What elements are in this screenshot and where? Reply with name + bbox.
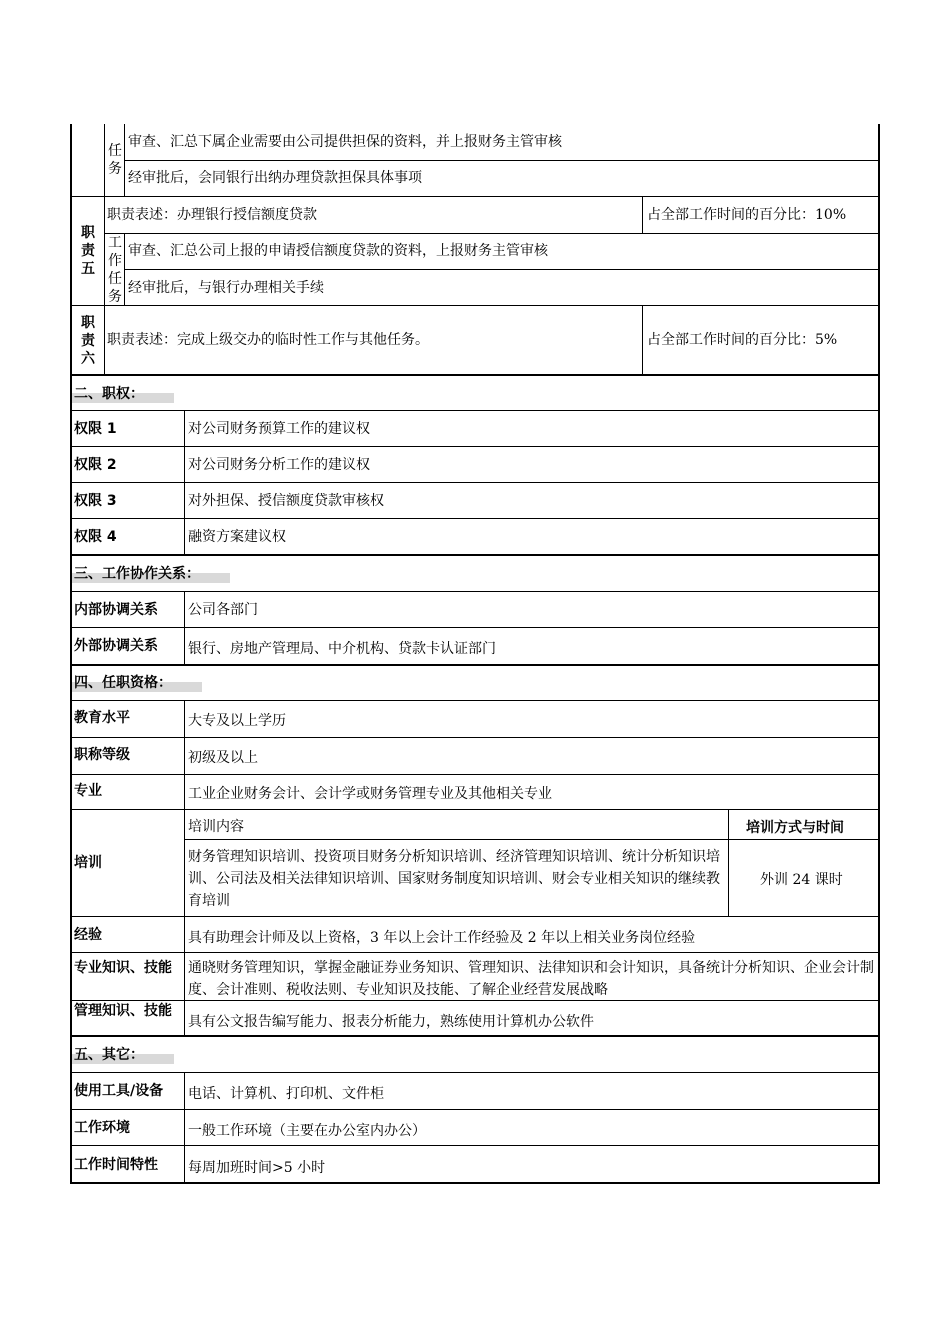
authority-label-1: 权限 1: [74, 421, 117, 437]
section-other-title: 五、其它：: [72, 1046, 174, 1064]
authority-value-4: 融资方案建议权: [188, 529, 286, 545]
professional-title-value: 初级及以上: [188, 750, 258, 766]
professional-skill-label: 专业知识、技能: [74, 960, 172, 976]
tools-value: 电话、计算机、打印机、文件柜: [188, 1086, 384, 1102]
duty6-description: 职责表述：完成上级交办的临时性工作与其他任务。: [107, 332, 429, 348]
external-coordination-value: 银行、房地产管理局、中介机构、贷款卡认证部门: [188, 641, 496, 657]
duty5-task-2: 经审批后，与银行办理相关手续: [128, 280, 324, 296]
education-label: 教育水平: [74, 710, 130, 726]
duty6-time-percentage: 占全部工作时间的百分比：5%: [647, 332, 838, 348]
duty5-time-percentage: 占全部工作时间的百分比：10%: [647, 207, 847, 223]
training-label: 培训: [74, 855, 102, 871]
section-authority-title: 二、职权：: [72, 385, 174, 403]
duty5-label: 职责五: [81, 225, 95, 277]
tools-label: 使用工具/设备: [74, 1083, 164, 1099]
experience-label: 经验: [74, 927, 102, 943]
major-label: 专业: [74, 783, 102, 799]
training-content: 财务管理知识培训、投资项目财务分析知识培训、经济管理知识培训、统计分析知识培训、公司法及相关法律知识培训、国家财务制度知识培训、财会专业相关知识的继续教育培训: [188, 849, 720, 909]
duty5-task-1: 审查、汇总公司上报的申请授信额度贷款的资料，上报财务主管审核: [128, 243, 548, 259]
professional-title-label: 职称等级: [74, 747, 130, 763]
duty5-task-label: 工作任务: [108, 235, 122, 305]
training-method-header: 培训方式与时间: [746, 820, 844, 836]
work-time-label: 工作时间特性: [74, 1157, 158, 1173]
training-content-header: 培训内容: [188, 819, 244, 835]
management-skill-value: 具有公文报告编写能力、报表分析能力，熟练使用计算机办公软件: [188, 1014, 594, 1030]
duty4-task-label: 任务: [108, 143, 122, 177]
authority-value-2: 对公司财务分析工作的建议权: [188, 457, 370, 473]
authority-label-4: 权限 4: [74, 529, 117, 545]
authority-label-2: 权限 2: [74, 457, 117, 473]
management-skill-label: 管理知识、技能: [74, 1003, 172, 1019]
training-method: 外训 24 课时: [760, 872, 843, 888]
external-coordination-label: 外部协调关系: [74, 638, 158, 654]
work-environment-label: 工作环境: [74, 1120, 130, 1136]
work-environment-value: 一般工作环境（主要在办公室内办公）: [188, 1123, 426, 1139]
duty5-description: 职责表述：办理银行授信额度贷款: [107, 207, 317, 223]
professional-skill-value: 通晓财务管理知识，掌握金融证券业务知识、管理知识、法律知识和会计知识，具备统计分析知识、企业会计制度、会计准则、税收法则、专业知识及技能、了解企业经营发展战略: [188, 960, 874, 998]
section-cooperation-title: 三、工作协作关系：: [72, 565, 230, 583]
major-value: 工业企业财务会计、会计学或财务管理专业及其他相关专业: [188, 786, 552, 802]
duty6-label: 职责六: [81, 315, 95, 367]
education-value: 大专及以上学历: [188, 713, 286, 729]
experience-value: 具有助理会计师及以上资格，3 年以上会计工作经验及 2 年以上相关业务岗位经验: [188, 930, 696, 946]
duty4-task-1: 审查、汇总下属企业需要由公司提供担保的资料，并上报财务主管审核: [128, 134, 562, 150]
internal-coordination-value: 公司各部门: [188, 602, 258, 618]
section-qualification-title: 四、任职资格：: [72, 674, 202, 692]
internal-coordination-label: 内部协调关系: [74, 602, 158, 618]
duty4-task-2: 经审批后，会同银行出纳办理贷款担保具体事项: [128, 170, 422, 186]
authority-value-3: 对外担保、授信额度贷款审核权: [188, 493, 384, 509]
authority-label-3: 权限 3: [74, 493, 117, 509]
work-time-value: 每周加班时间>5 小时: [188, 1160, 326, 1176]
authority-value-1: 对公司财务预算工作的建议权: [188, 421, 370, 437]
